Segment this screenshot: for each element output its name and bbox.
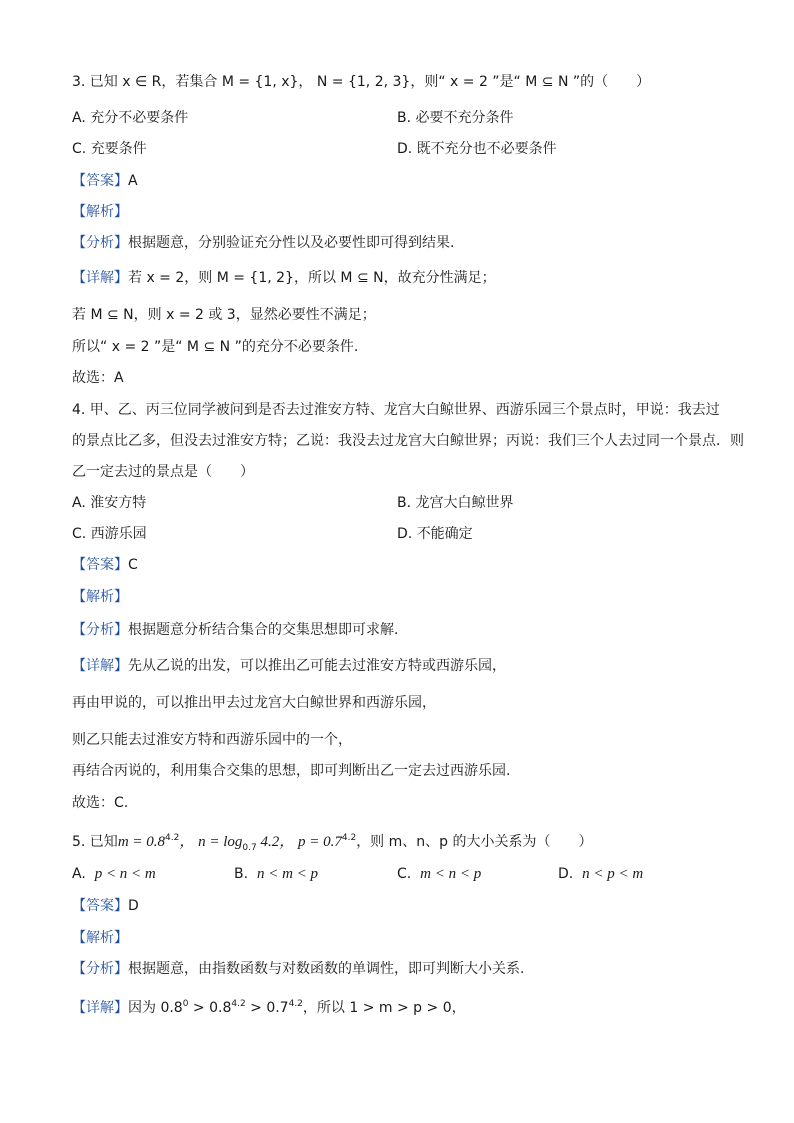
fenxi-text: 根据题意分析结合集合的交集思想即可求解. (128, 622, 399, 638)
option-label: B. (234, 866, 249, 882)
q4-stem-line3: 乙一定去过的景点是（ ） (72, 464, 254, 480)
q3-option-a (72, 108, 188, 128)
q4-stem-line1: 4. 甲、乙、丙三位同学被问到是否去过淮安方特、龙宫大白鲸世界、西游乐园三个景点时，甲说：我去过 (72, 402, 720, 418)
fenxi-tag: 【分析】 (72, 961, 128, 977)
answer-value: D (128, 898, 139, 914)
q5-detail-post: ，所以 1 > m > p > 0， (302, 1000, 466, 1016)
q4-detail-line4: 再结合丙说的，利用集合交集的思想，即可判断出乙一定去过西游乐园. (72, 763, 511, 779)
q5-answer (72, 896, 734, 916)
q5-n-arg: 4.2 (256, 834, 280, 850)
option-text: n < m < p (256, 866, 319, 882)
q4-detail-line3: 则乙只能去过淮安方特和西游乐园中的一个， (72, 732, 352, 748)
q4-analysis-heading: 【解析】 (72, 589, 128, 605)
option-label: A. (72, 495, 86, 511)
q4-detail-line2: 再由甲说的，可以推出甲去过龙宫大白鲸世界和西游乐园， (72, 695, 436, 711)
q4-option-a (72, 493, 146, 513)
q4-option-c (72, 524, 147, 544)
q4-stem-line2: 的景点比乙多，但没去过淮安方特；乙说：我没去过龙宫大白鲸世界；丙说：我们三个人去过同一个景点．则 (72, 433, 744, 449)
q3-analysis-heading: 【解析】 (72, 204, 128, 220)
q5-exp-0: 0 (182, 999, 189, 1009)
q5-detail-pre: 因为 0.8 (128, 1000, 183, 1016)
option-text: 既不充分也不必要条件 (416, 141, 557, 157)
q5-option-b (234, 864, 318, 884)
q3-answer (72, 171, 734, 191)
q3-detail-line3: 所以“ x = 2 ”是“ M ⊆ N ”的充分不必要条件. (72, 339, 359, 355)
q3-option-b (397, 108, 514, 128)
q3-choice: 故选：A (72, 370, 124, 386)
q5-ineq-2: > 0.7 (245, 1000, 289, 1016)
q3-option-d (397, 139, 557, 159)
q5-n-def: ， n = log (179, 834, 243, 850)
answer-value: A (128, 173, 138, 189)
detail-tag: 【详解】 (72, 270, 128, 286)
q5-option-a (72, 864, 156, 884)
q5-ineq-1: > 0.8 (188, 1000, 232, 1016)
q5-n-log-base: 0.7 (242, 843, 257, 853)
fenxi-text: 根据题意，分别验证充分性以及必要性即可得到结果. (128, 235, 455, 251)
q5-m-exponent: 4.2 (165, 833, 180, 843)
detail-tag: 【详解】 (72, 1000, 128, 1016)
option-label: C. (397, 866, 412, 882)
option-text: 淮安方特 (90, 495, 147, 511)
answer-tag: 【答案】 (72, 557, 128, 573)
detail-text: 先从乙说的出发，可以推出乙可能去过淮安方特或西游乐园， (128, 658, 506, 674)
q3-detail-line2: 若 M ⊆ N，则 x = 2 或 3，显然必要性不满足； (72, 307, 376, 323)
option-text: 充分不必要条件 (90, 110, 189, 126)
q5-p-def: ， p = 0.7 (279, 834, 342, 850)
option-text: n < p < m (582, 866, 644, 882)
option-label: A. (72, 866, 86, 882)
q4-option-d (397, 524, 473, 544)
q5-analysis-heading: 【解析】 (72, 930, 128, 946)
q3-option-c (72, 139, 147, 159)
detail-text: 若 x = 2，则 M = {1, 2}，所以 M ⊆ N，故充分性满足； (128, 270, 496, 286)
q3-stem: 3. 已知 x ∈ R，若集合 M = {1, x}， N = {1, 2, 3}，则“ x = 2 ”是“ M ⊆ N ”的（ ） (72, 74, 651, 90)
q4-detail (72, 656, 734, 676)
q3-detail (72, 268, 734, 288)
q4-answer (72, 555, 734, 575)
q5-stem (72, 828, 734, 858)
option-text: 必要不充分条件 (415, 110, 514, 126)
fenxi-text: 根据题意，由指数函数与对数函数的单调性，即可判断大小关系. (128, 961, 525, 977)
option-label: C. (72, 141, 87, 157)
option-label: B. (397, 495, 412, 511)
option-text: p < n < m (94, 866, 156, 882)
q5-m-def: m = 0.8 (117, 834, 166, 850)
answer-tag: 【答案】 (72, 173, 128, 189)
option-text: 龙宫大白鲸世界 (415, 495, 514, 511)
option-text: 西游乐园 (90, 526, 147, 542)
option-text: 充要条件 (90, 141, 147, 157)
answer-value: C (128, 557, 138, 573)
answer-tag: 【答案】 (72, 898, 128, 914)
option-label: D. (558, 866, 574, 882)
q4-choice: 故选：C. (72, 795, 129, 811)
option-label: D. (397, 141, 413, 157)
option-label: C. (72, 526, 87, 542)
option-text: 不能确定 (416, 526, 473, 542)
q5-exp-1: 4.2 (231, 999, 246, 1009)
q5-fenxi (72, 959, 734, 979)
option-label: D. (397, 526, 413, 542)
option-label: B. (397, 110, 412, 126)
q5-exp-2: 4.2 (288, 999, 303, 1009)
option-text: m < n < p (420, 866, 482, 882)
q5-option-d (558, 864, 643, 884)
detail-tag: 【详解】 (72, 658, 128, 674)
q5-stem-pre: 5. 已知 (72, 834, 118, 850)
option-label: A. (72, 110, 86, 126)
q4-option-b (397, 493, 514, 513)
q3-fenxi (72, 233, 734, 253)
q5-stem-post: ，则 m、n、p 的大小关系为（ ） (356, 834, 593, 850)
q5-p-exponent: 4.2 (341, 833, 357, 843)
q5-detail (72, 994, 734, 1018)
fenxi-tag: 【分析】 (72, 235, 128, 251)
q5-option-c (397, 864, 481, 884)
fenxi-tag: 【分析】 (72, 622, 128, 638)
q4-fenxi (72, 620, 734, 640)
